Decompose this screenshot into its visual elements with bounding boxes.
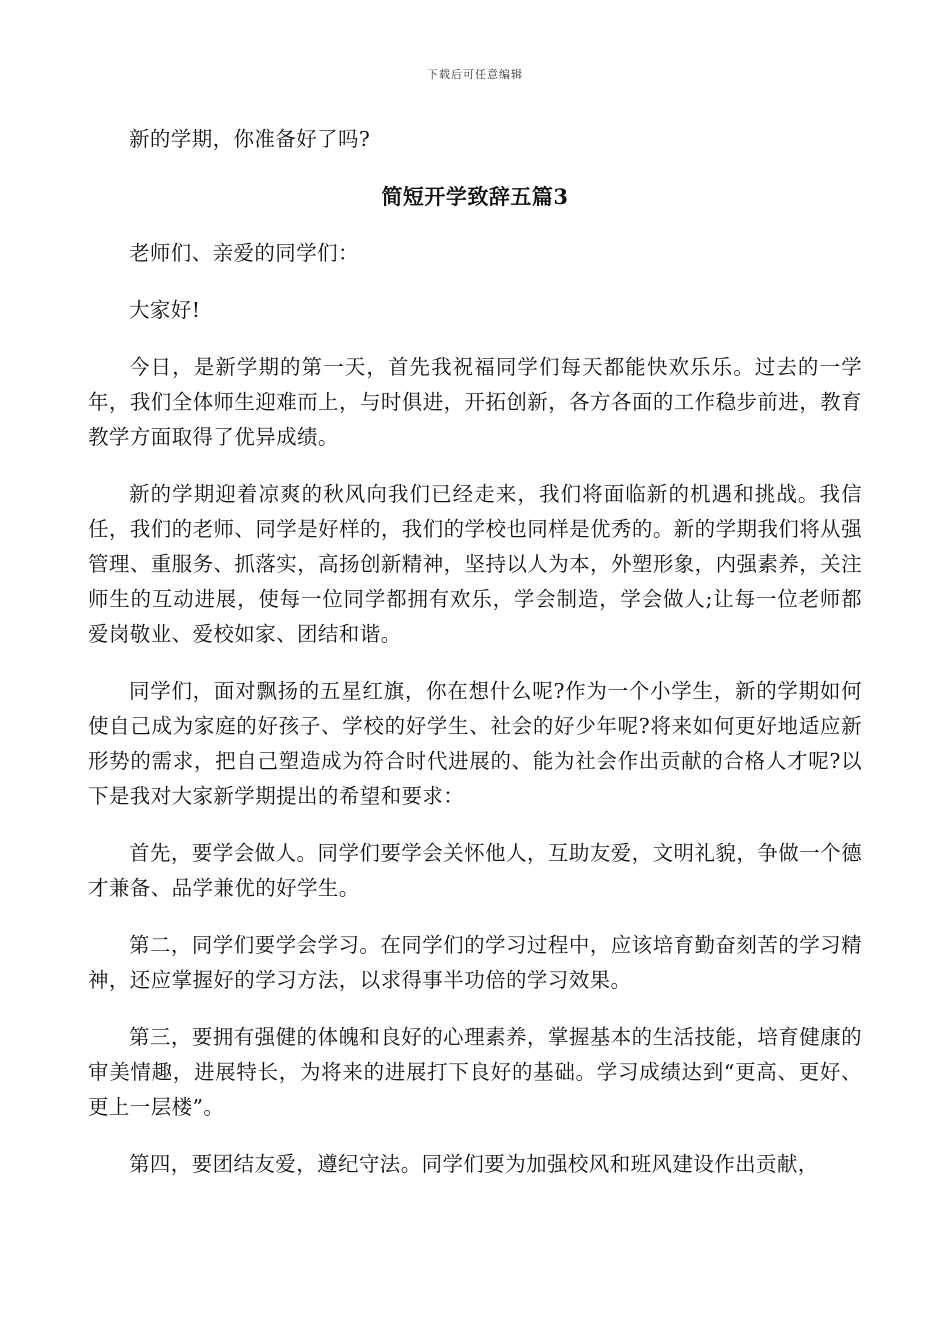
document-body xyxy=(88,122,862,1182)
paragraph-fourth: 第四，要团结友爱，遵纪守法。同学们要为加强校风和班风建设作出贡献， xyxy=(129,1152,819,1176)
paragraph-first-day: 今日，是新学期的第一天，首先我祝福同学们每天都能快欢乐乐。过去的一学年，我们全体师生迎难而上，与时俱进，开拓创新，各方各面的工作稳步前进，教育教学方面取得了优异成绩。 xyxy=(88,355,862,449)
intro-line: 新的学期，你准备好了吗? xyxy=(129,127,371,151)
paragraph-second: 第二，同学们要学会学习。在同学们的学习过程中，应该培育勤奋刻苦的学习精神，还应掌握好的学习方法，以求得事半功倍的学习效果。 xyxy=(88,933,862,992)
paragraph-third: 第三，要拥有强健的体魄和良好的心理素养，掌握基本的生活技能，培育健康的审美情趣，进展特长，为将来的进展打下良好的基础。学习成绩达到“更高、更好、更上一层楼”。 xyxy=(88,1025,862,1119)
paragraph-new-term: 新的学期迎着凉爽的秋风向我们已经走来，我们将面临新的机遇和挑战。我信任，我们的老师、同学是好样的，我们的学校也同样是优秀的。新的学期我们将从强管理、重服务、抓落实，高扬创新精神，坚持以人为本，外塑形象，内强素养，关注师生的互动进展，使每一位同学都拥有欢乐，学会制造，学会做人;让每一位老师都爱岗敬业、爱校如家、团结和谐。 xyxy=(88,482,862,646)
paragraph-hello: 大家好! xyxy=(129,298,201,322)
page-header-note: 下载后可任意编辑 xyxy=(427,68,523,81)
paragraph-flag: 同学们，面对飘扬的五星红旗，你在想什么呢?作为一个小学生，新的学期如何使自己成为家庭的好孩子、学校的好学生、社会的好少年呢?将来如何更好地适应新形势的需求，把自己塑造成为符合时代进展的、能为社会作出贡献的合格人才呢?以下是我对大家新学期提出的希望和要求： xyxy=(88,679,862,808)
paragraph-greeting: 老师们、亲爱的同学们： xyxy=(129,241,359,265)
page-title: 简短开学致辞五篇3 xyxy=(381,184,569,209)
paragraph-first: 首先，要学会做人。同学们要学会关怀他人，互助友爱，文明礼貌，争做一个德才兼备、品学兼优的好学生。 xyxy=(88,841,862,900)
